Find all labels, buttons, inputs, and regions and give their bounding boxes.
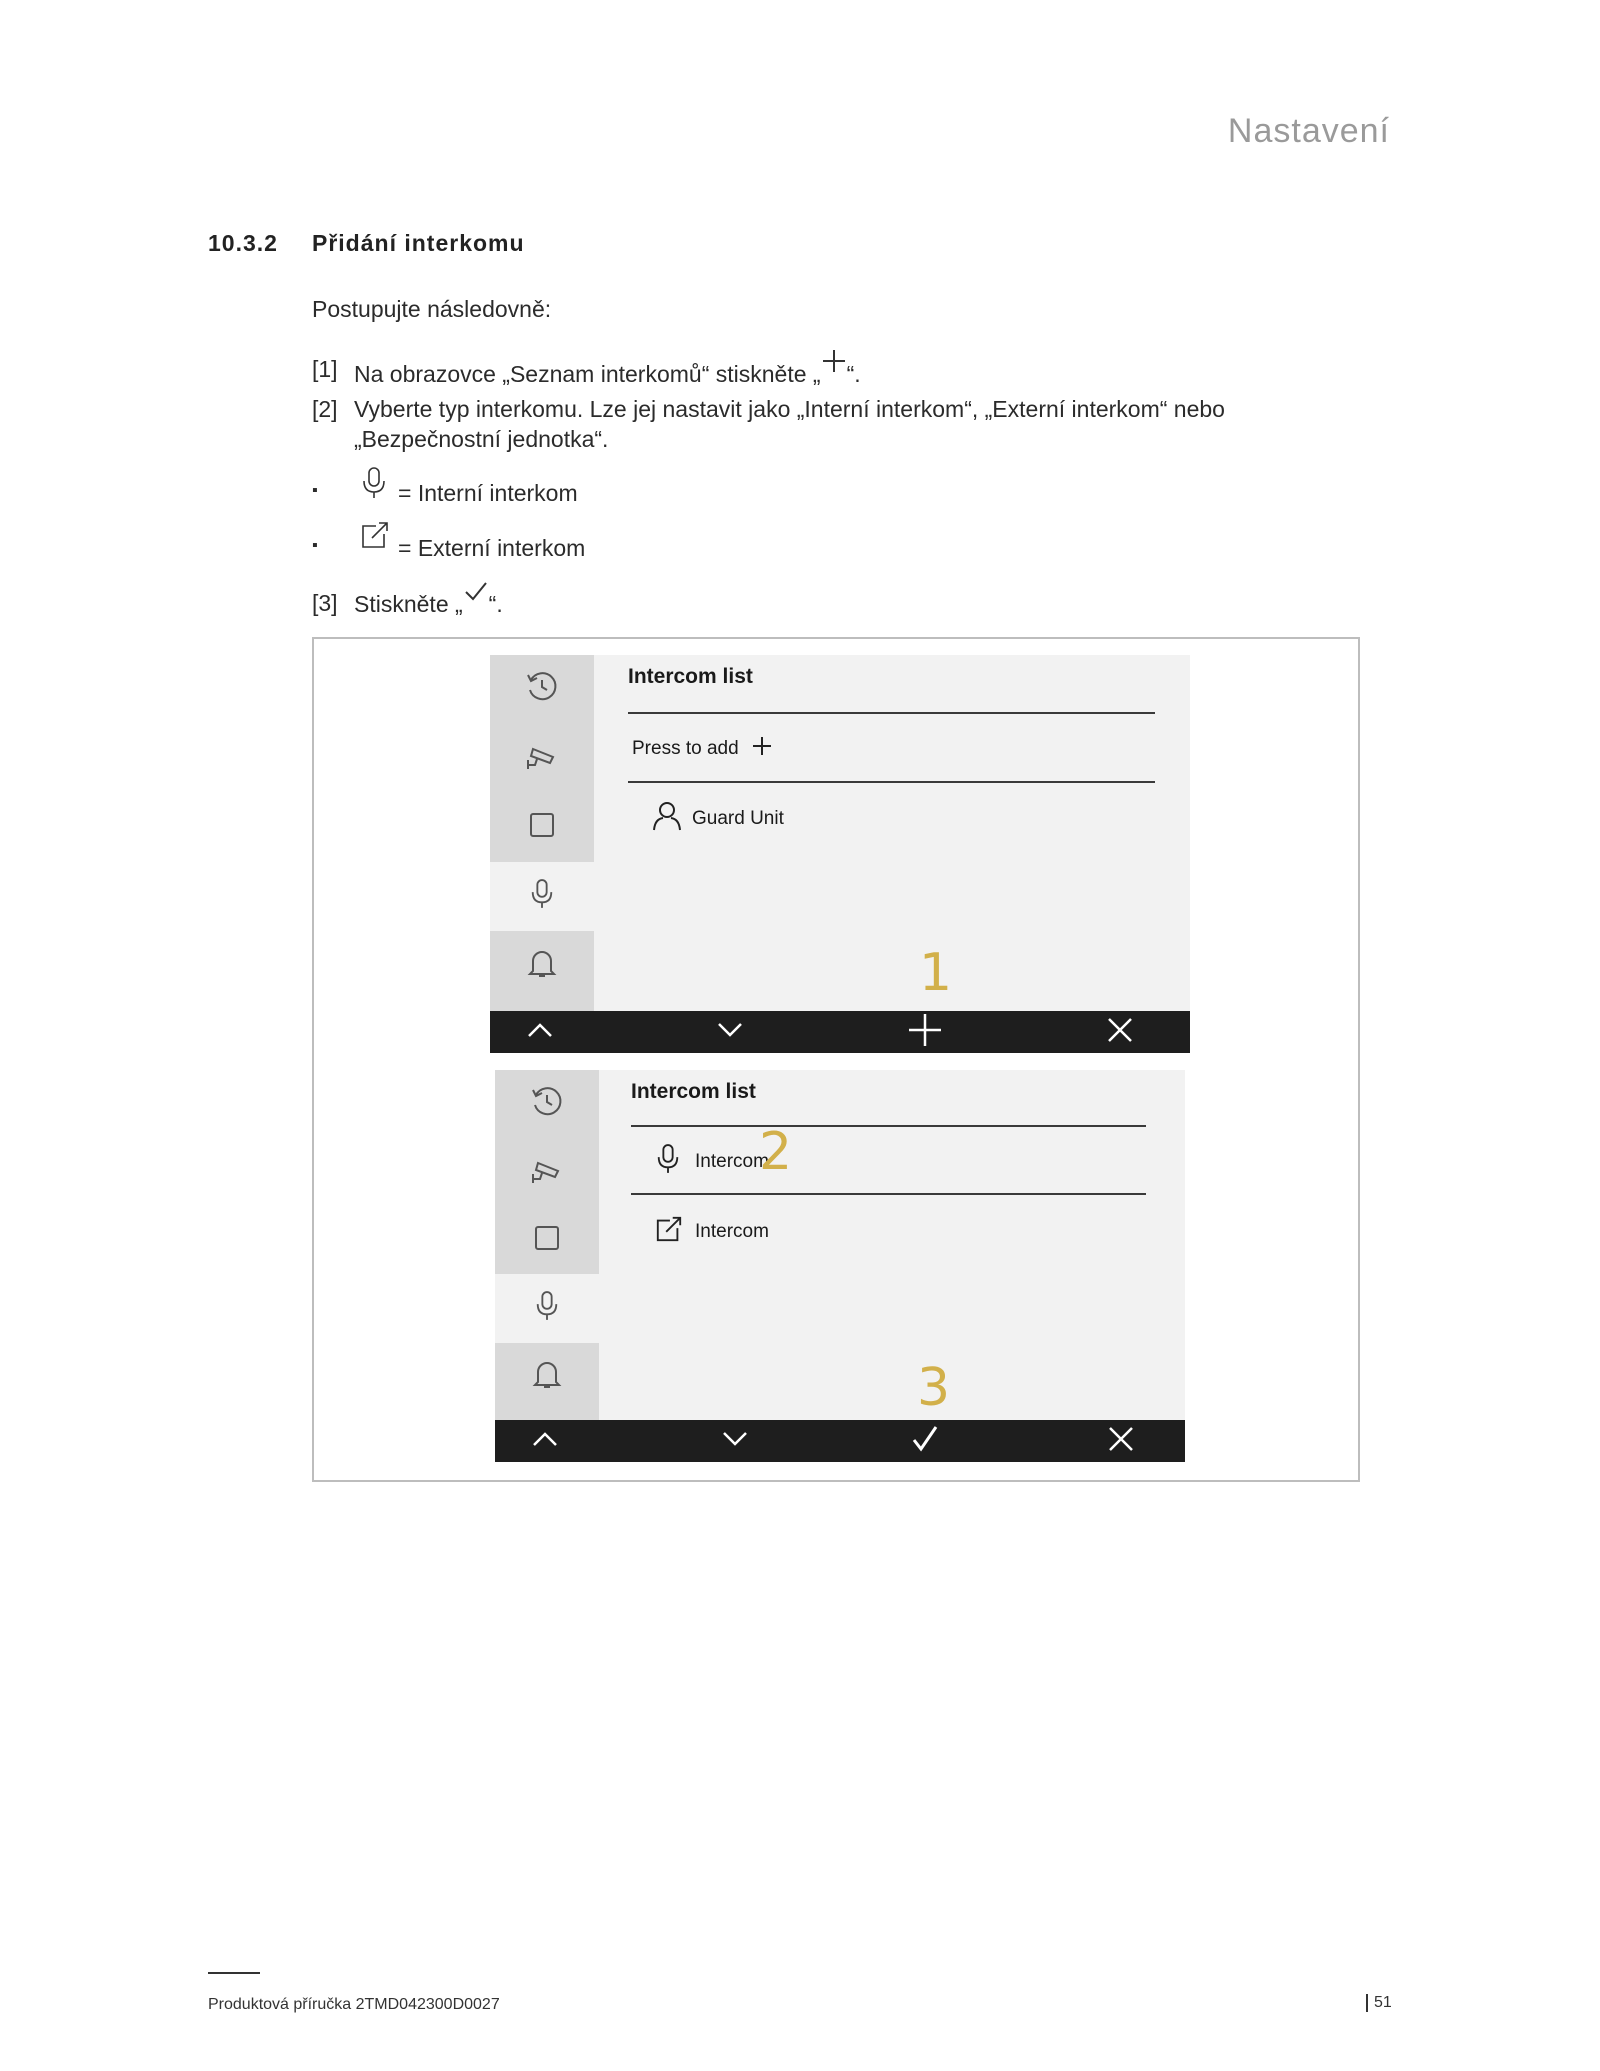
list-content: [594, 655, 1190, 1011]
sidebar-item-camera[interactable]: [495, 1138, 599, 1207]
step-1-text: [354, 356, 861, 388]
person-icon: [652, 800, 682, 838]
bullet-2-text: = Externí interkom: [398, 535, 586, 561]
history-icon: [525, 670, 559, 709]
close-button[interactable]: [1090, 1011, 1150, 1053]
step-1-text-after: “.: [846, 361, 861, 387]
sidebar-item-square[interactable]: [495, 1206, 599, 1275]
intercom-list-screen-2: [495, 1070, 1185, 1462]
intercom-list-screen-1: [490, 655, 1190, 1053]
sidebar-item-camera[interactable]: [490, 724, 594, 793]
list-item-label: Intercom: [695, 1221, 769, 1242]
chevron-down-icon: [721, 1430, 749, 1453]
step-3-text-before: Stiskněte „: [354, 591, 463, 617]
press-to-add-label: Press to add: [632, 738, 739, 759]
step-1-number: [1]: [312, 356, 338, 382]
chevron-up-icon: [526, 1021, 554, 1044]
history-icon: [530, 1085, 564, 1124]
page-number: 51: [1366, 1994, 1392, 2012]
bullet-marker: ▪: [312, 537, 318, 554]
square-icon: [528, 811, 556, 844]
microphone-icon: [360, 466, 388, 505]
sidebar-item-alarm[interactable]: [495, 1342, 599, 1411]
microphone-icon: [655, 1142, 681, 1182]
step-3-text-after: “.: [488, 591, 503, 617]
callout-number: 3: [917, 1358, 951, 1418]
press-to-add-row[interactable]: [632, 733, 773, 765]
scroll-down-button[interactable]: [705, 1420, 765, 1462]
chevron-up-icon: [531, 1430, 559, 1453]
chevron-down-icon: [716, 1021, 744, 1044]
step-2-line-2: „Bezpečnostní jednotka“.: [354, 426, 609, 452]
divider: [628, 712, 1155, 714]
scroll-down-button[interactable]: [700, 1011, 760, 1053]
divider: [631, 1193, 1146, 1195]
square-icon: [533, 1224, 561, 1257]
sidebar-item-intercom[interactable]: [490, 862, 594, 931]
step-2-number: [2]: [312, 396, 338, 422]
list-item-label: Intercom: [695, 1151, 769, 1172]
check-icon: [463, 590, 489, 618]
list-title: Intercom list: [631, 1080, 756, 1103]
sidebar-item-intercom[interactable]: [495, 1274, 599, 1343]
scroll-up-button[interactable]: [510, 1011, 570, 1053]
close-icon: [1107, 1425, 1135, 1458]
callout-number: 2: [759, 1122, 793, 1182]
footer-text: Produktová příručka 2TMD042300D0027: [208, 1996, 500, 2013]
bullet-marker: ▪: [312, 482, 318, 499]
list-item-guard-unit[interactable]: [652, 799, 784, 839]
divider: [631, 1125, 1146, 1127]
divider: [628, 781, 1155, 783]
step-3-text: [354, 590, 503, 618]
footer-rule: [208, 1972, 260, 1974]
external-link-icon: [360, 520, 390, 555]
list-item-external-intercom[interactable]: [655, 1210, 769, 1254]
plus-icon: [751, 735, 773, 763]
section-number: 10.3.2: [208, 230, 278, 256]
confirm-button[interactable]: [895, 1420, 955, 1462]
plus-icon: [821, 356, 847, 388]
close-button[interactable]: [1091, 1420, 1151, 1462]
sidebar-item-history[interactable]: [490, 655, 594, 724]
figure-frame: [312, 637, 1360, 1482]
bell-icon: [532, 1358, 562, 1395]
list-content: [599, 1070, 1185, 1420]
page-header-title: Nastavení: [1227, 112, 1390, 150]
bell-icon: [527, 947, 557, 984]
bottom-bar: [490, 1011, 1190, 1053]
bullet-1-text: = Interní interkom: [398, 480, 578, 506]
bottom-bar: [495, 1420, 1185, 1462]
sidebar-item-history[interactable]: [495, 1070, 599, 1139]
close-icon: [1106, 1016, 1134, 1049]
step-2-line-1: Vyberte typ interkomu. Lze jej nastavit jako „Interní interkom“, „Externí interkom“ nebo: [354, 396, 1225, 422]
intro-text: Postupujte následovně:: [312, 296, 552, 322]
sidebar: [490, 655, 594, 1011]
plus-icon: [907, 1012, 943, 1053]
sidebar-item-square[interactable]: [490, 793, 594, 862]
sidebar: [495, 1070, 599, 1420]
list-item-label: Guard Unit: [692, 808, 784, 829]
section-title: Přidání interkomu: [312, 230, 525, 256]
list-item-internal-intercom[interactable]: [655, 1140, 769, 1184]
check-icon: [910, 1424, 940, 1459]
add-button[interactable]: [895, 1011, 955, 1053]
list-title: Intercom list: [628, 665, 753, 688]
sidebar-item-alarm[interactable]: [490, 931, 594, 1000]
step-3-number: [3]: [312, 590, 338, 616]
microphone-icon: [529, 877, 555, 916]
microphone-icon: [534, 1289, 560, 1328]
camera-icon: [525, 741, 559, 776]
step-1-text-before: Na obrazovce „Seznam interkomů“ stiskněte „: [354, 361, 821, 387]
scroll-up-button[interactable]: [515, 1420, 575, 1462]
camera-icon: [530, 1155, 564, 1190]
callout-number: 1: [919, 943, 953, 1003]
external-link-icon: [655, 1215, 683, 1249]
